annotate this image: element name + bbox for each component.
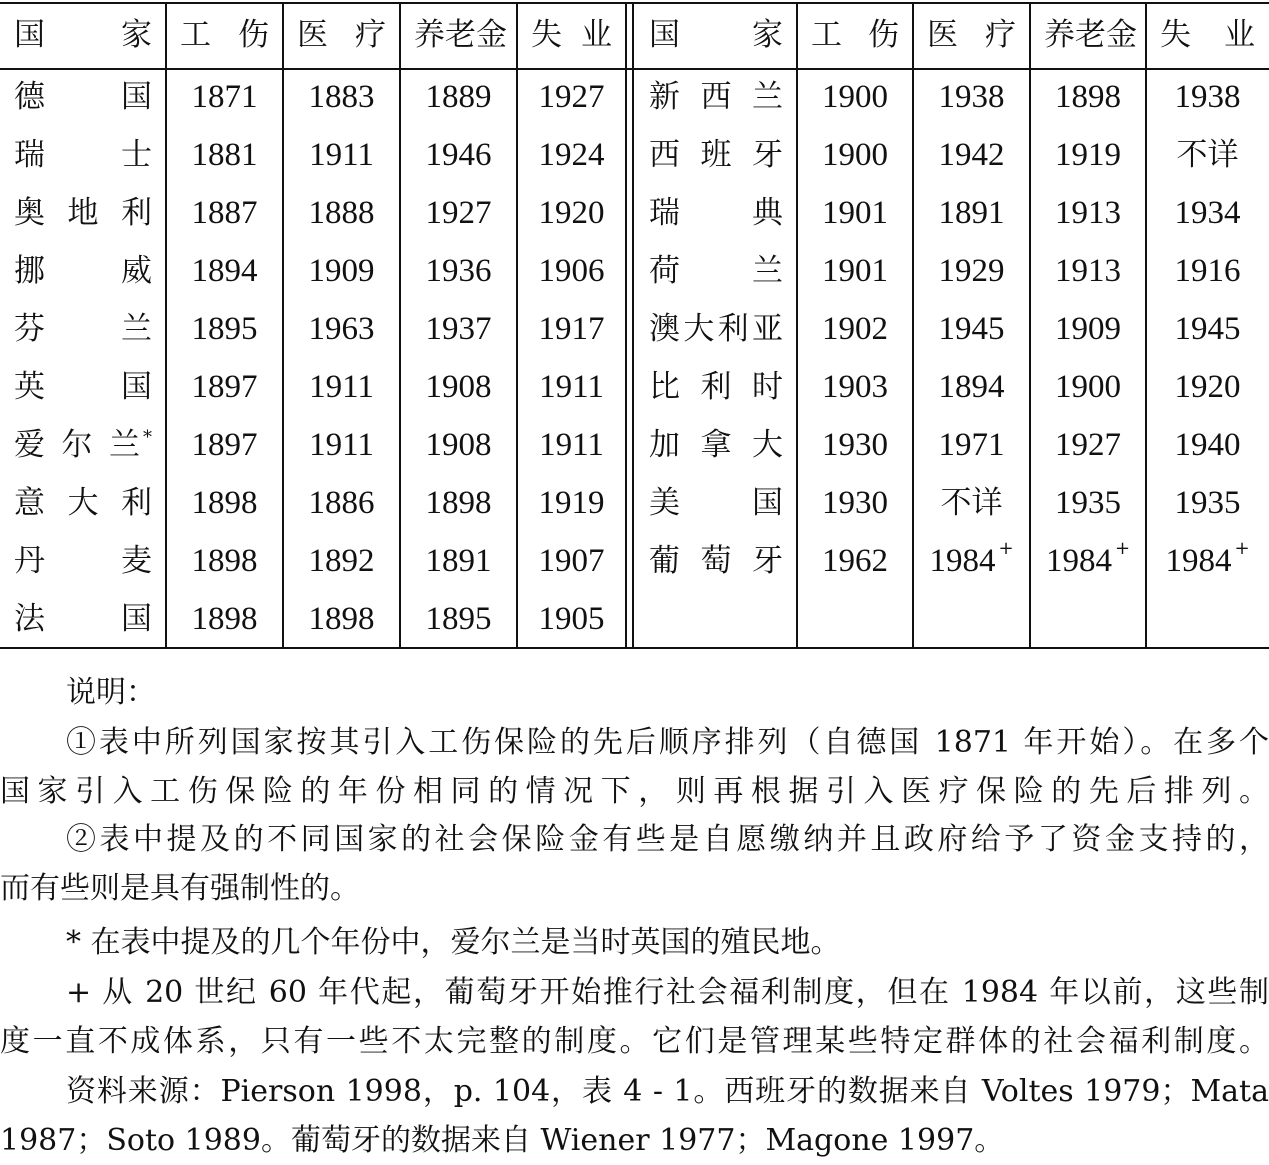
year-value: 1945	[938, 310, 1005, 347]
right-unemployment-cell	[1160, 184, 1255, 242]
year-value: 1936	[425, 252, 492, 289]
char: 兰	[752, 78, 783, 115]
year-value: 1909	[1055, 310, 1121, 347]
right-medical-cell	[927, 184, 1016, 242]
year-value: 1898	[191, 484, 258, 521]
column-header	[531, 3, 612, 68]
char: 瑞	[14, 136, 45, 173]
char: 西	[649, 136, 680, 173]
year-value: 1886	[308, 484, 375, 521]
year-value: 1892	[308, 542, 375, 579]
left-medical-cell	[297, 416, 386, 474]
year-value: 1903	[822, 368, 888, 405]
char: 挪	[14, 252, 45, 289]
year-value: 1984	[1045, 542, 1112, 579]
year-value: 1927	[538, 78, 605, 115]
char: 医	[297, 17, 328, 53]
center-double-rule-right	[632, 3, 634, 648]
column-header	[1160, 3, 1255, 68]
year-value: 1919	[538, 484, 605, 521]
left-pension-cell	[414, 474, 503, 532]
char: 意	[14, 484, 45, 521]
footnote-mark: *	[143, 426, 152, 448]
year-value: 1900	[822, 136, 888, 173]
footnote-mark: +	[998, 538, 1014, 559]
year-value: 1913	[1055, 194, 1121, 231]
left-medical-cell	[297, 68, 386, 126]
year-value: 1911	[539, 368, 604, 405]
right-medical-cell	[927, 126, 1016, 184]
char: 萄	[700, 542, 732, 579]
right-country-cell	[649, 416, 783, 474]
left-pension-cell	[414, 300, 503, 358]
year-value: 1911	[309, 368, 374, 405]
source-line-1: 资料来源：Pierson 1998，p. 104，表 4 - 1。西班牙的数据来自 Voltes 1979；Mata	[66, 1074, 1269, 1109]
year-value: 1894	[938, 368, 1005, 405]
note-1-line-1: ①表中所列国家按其引入工伤保险的先后顺序排列（自德国 1871 年开始）。在多个	[66, 725, 1269, 760]
char: 疗	[355, 17, 386, 53]
left-unemployment-cell	[531, 242, 612, 300]
year-value: 1913	[1055, 252, 1121, 289]
column-header	[180, 3, 269, 68]
year-value: 1905	[538, 600, 605, 637]
year-value: 1971	[938, 426, 1005, 463]
char: 芬	[14, 310, 45, 347]
left-pension-cell	[414, 532, 503, 590]
right-pension-cell	[1044, 358, 1132, 416]
year-value: 1897	[191, 426, 258, 463]
char: 拿	[700, 426, 732, 463]
char: 班	[700, 136, 732, 173]
year-value: 1930	[822, 426, 888, 463]
right-country-cell	[649, 358, 783, 416]
year-value: 1930	[822, 484, 888, 521]
right-pension-cell	[1044, 126, 1132, 184]
right-unemployment-cell	[1160, 358, 1255, 416]
char: 葡	[649, 542, 680, 579]
left-country-cell	[14, 184, 152, 242]
year-value: 1911	[309, 426, 374, 463]
char: 利	[700, 368, 732, 405]
right-country-cell	[649, 300, 783, 358]
char: 牙	[752, 542, 783, 579]
char: 国	[121, 600, 152, 637]
left-country-cell	[14, 126, 152, 184]
char: 工	[811, 17, 842, 53]
right-unemployment-cell	[1160, 68, 1255, 126]
char: 工	[180, 17, 211, 53]
char: 老	[445, 17, 476, 53]
year-value: 1937	[425, 310, 492, 347]
char: 典	[752, 194, 783, 231]
right-country-cell	[649, 126, 783, 184]
right-unemployment-cell	[1160, 532, 1255, 590]
right-pension-cell	[1044, 416, 1132, 474]
year-value: 不详	[1176, 136, 1239, 173]
left-injury-cell	[180, 474, 269, 532]
left-medical-cell	[297, 474, 386, 532]
note-1-line-2: 国家引入工伤保险的年份相同的情况下，则再根据引入医疗保险的先后排列。	[0, 774, 1269, 809]
column-divider	[1029, 3, 1031, 648]
left-country-cell	[14, 242, 152, 300]
char: 加	[649, 426, 680, 463]
column-header	[649, 3, 783, 68]
char: 亚	[751, 310, 783, 347]
year-value: 1907	[538, 542, 605, 579]
left-unemployment-cell	[531, 358, 612, 416]
left-pension-cell	[414, 126, 503, 184]
right-injury-cell	[811, 532, 899, 590]
char: 西	[700, 78, 732, 115]
year-value: 1984	[1165, 542, 1232, 579]
source-line-2: 1987；Soto 1989。葡萄牙的数据来自 Wiener 1977；Magone 1997。	[0, 1123, 1005, 1158]
char: 养	[1044, 17, 1075, 53]
char: 大	[67, 484, 99, 521]
char: 国	[121, 78, 152, 115]
char: 爱	[14, 426, 45, 463]
year-value: 1898	[1055, 78, 1121, 115]
column-header	[1044, 3, 1137, 68]
year-value: 1938	[938, 78, 1005, 115]
year-value: 1938	[1174, 78, 1241, 115]
char: 利	[121, 484, 152, 521]
year-value: 1963	[308, 310, 375, 347]
year-value: 1942	[938, 136, 1005, 173]
right-pension-cell	[1044, 532, 1132, 590]
year-value: 1895	[191, 310, 258, 347]
right-pension-cell	[1044, 184, 1132, 242]
char: 美	[649, 484, 680, 521]
footnote-mark: +	[1114, 538, 1131, 559]
right-injury-cell	[811, 126, 899, 184]
center-double-rule-left	[625, 3, 627, 648]
year-value: 1891	[425, 542, 492, 579]
year-value: 1916	[1174, 252, 1241, 289]
left-unemployment-cell	[531, 590, 612, 648]
year-value: 1908	[425, 368, 492, 405]
note-2-line-2: 而有些则是具有强制性的。	[0, 871, 360, 906]
right-country-cell	[649, 184, 783, 242]
left-pension-cell	[414, 184, 503, 242]
right-country-cell	[649, 532, 783, 590]
right-medical-cell	[927, 242, 1016, 300]
year-value: 1911	[539, 426, 604, 463]
year-value: 1871	[191, 78, 258, 115]
left-medical-cell	[297, 532, 386, 590]
right-injury-cell	[811, 474, 899, 532]
left-unemployment-cell	[531, 184, 612, 242]
char: 国	[752, 484, 783, 521]
char: 家	[121, 17, 152, 53]
right-medical-cell	[927, 358, 1016, 416]
year-value: 1891	[938, 194, 1005, 231]
right-medical-cell	[927, 68, 1016, 126]
char: 国	[14, 17, 45, 53]
char: 比	[649, 368, 680, 405]
year-value: 1894	[191, 252, 258, 289]
left-medical-cell	[297, 184, 386, 242]
right-pension-cell	[1044, 242, 1132, 300]
char: 法	[14, 600, 45, 637]
year-value: 1906	[538, 252, 605, 289]
char: 伤	[238, 17, 269, 53]
right-injury-cell	[811, 184, 899, 242]
column-divider	[399, 3, 401, 648]
year-value: 1945	[1174, 310, 1241, 347]
left-injury-cell	[180, 532, 269, 590]
right-pension-cell	[1044, 300, 1132, 358]
char: 利	[121, 194, 152, 231]
left-pension-cell	[414, 416, 503, 474]
year-value: 1888	[308, 194, 375, 231]
year-value: 1898	[308, 600, 375, 637]
year-value: 1962	[822, 542, 888, 579]
right-injury-cell	[811, 242, 899, 300]
right-country-cell	[649, 68, 783, 126]
right-medical-cell	[927, 416, 1016, 474]
char: 德	[14, 78, 45, 115]
year-value: 1924	[538, 136, 605, 173]
footnote-mark: +	[1234, 538, 1250, 559]
year-value: 1898	[425, 484, 492, 521]
year-value: 1935	[1174, 484, 1241, 521]
column-header	[14, 3, 152, 68]
year-value: 1927	[425, 194, 492, 231]
left-injury-cell	[180, 416, 269, 474]
right-unemployment-cell	[1160, 474, 1255, 532]
char: 失	[531, 17, 562, 53]
left-injury-cell	[180, 68, 269, 126]
notes-title: 说明：	[66, 675, 156, 710]
year-value: 1898	[191, 542, 258, 579]
left-country-cell	[14, 300, 152, 358]
year-value: 1929	[938, 252, 1005, 289]
column-header	[414, 3, 507, 68]
char: 牙	[752, 136, 783, 173]
right-pension-cell	[1044, 474, 1132, 532]
left-country-cell	[14, 532, 152, 590]
char: 养	[414, 17, 445, 53]
left-injury-cell	[180, 300, 269, 358]
right-unemployment-cell	[1160, 300, 1255, 358]
year-value: 不详	[940, 484, 1003, 521]
right-pension-cell	[1044, 68, 1132, 126]
year-value: 1920	[538, 194, 605, 231]
left-medical-cell	[297, 358, 386, 416]
right-unemployment-cell	[1160, 242, 1255, 300]
char: 瑞	[649, 194, 680, 231]
char: 疗	[985, 17, 1016, 53]
right-injury-cell	[811, 358, 899, 416]
year-value: 1911	[309, 136, 374, 173]
column-divider	[516, 3, 518, 648]
note-2-line-1: ②表中提及的不同国家的社会保险金有些是自愿缴纳并且政府给予了资金支持的，	[66, 822, 1269, 857]
left-unemployment-cell	[531, 474, 612, 532]
column-divider	[165, 3, 167, 648]
right-medical-cell	[927, 532, 1016, 590]
char: 老	[1075, 17, 1106, 53]
year-value: 1883	[308, 78, 375, 115]
left-pension-cell	[414, 68, 503, 126]
left-injury-cell	[180, 184, 269, 242]
char: 澳	[649, 310, 680, 347]
char: 国	[649, 17, 680, 53]
year-value: 1927	[1055, 426, 1121, 463]
note-4-line-2: 度一直不成体系，只有一些不太完整的制度。它们是管理某些特定群体的社会福利制度。	[0, 1024, 1269, 1059]
char: 业	[1224, 17, 1255, 53]
char: 荷	[649, 252, 680, 289]
char: 士	[121, 136, 152, 173]
column-divider	[282, 3, 284, 648]
char: 新	[649, 78, 680, 115]
year-value: 1901	[822, 252, 888, 289]
right-medical-cell	[927, 474, 1016, 532]
left-country-cell	[14, 474, 152, 532]
right-injury-cell	[811, 300, 899, 358]
left-pension-cell	[414, 590, 503, 648]
left-unemployment-cell	[531, 300, 612, 358]
column-divider	[1145, 3, 1147, 648]
right-unemployment-cell	[1160, 126, 1255, 184]
left-injury-cell	[180, 590, 269, 648]
char: 国	[121, 368, 152, 405]
left-medical-cell	[297, 242, 386, 300]
char: 英	[14, 368, 45, 405]
left-medical-cell	[297, 126, 386, 184]
char: 金	[476, 17, 507, 53]
year-value: 1902	[822, 310, 888, 347]
year-value: 1940	[1174, 426, 1241, 463]
note-3: * 在表中提及的几个年份中，爱尔兰是当时英国的殖民地。	[66, 925, 841, 960]
char: 利	[717, 310, 749, 347]
char: 医	[927, 17, 958, 53]
char: 兰	[121, 310, 152, 347]
left-country-cell	[14, 590, 152, 648]
year-value: 1946	[425, 136, 492, 173]
char: 威	[121, 252, 152, 289]
left-unemployment-cell	[531, 126, 612, 184]
left-pension-cell	[414, 358, 503, 416]
char: 兰	[752, 252, 783, 289]
right-unemployment-cell	[1160, 416, 1255, 474]
char: 伤	[868, 17, 899, 53]
column-header	[927, 3, 1016, 68]
year-value: 1917	[538, 310, 605, 347]
year-value: 1920	[1174, 368, 1241, 405]
char: 兰 *	[109, 426, 152, 463]
char: 业	[581, 17, 612, 53]
year-value: 1984	[929, 542, 996, 579]
right-country-cell	[649, 474, 783, 532]
left-medical-cell	[297, 300, 386, 358]
char: 家	[752, 17, 783, 53]
left-injury-cell	[180, 126, 269, 184]
left-country-cell	[14, 68, 152, 126]
year-value: 1935	[1055, 484, 1121, 521]
left-unemployment-cell	[531, 68, 612, 126]
char: 尔	[61, 426, 93, 463]
left-injury-cell	[180, 242, 269, 300]
char: 丹	[14, 542, 45, 579]
year-value: 1895	[425, 600, 492, 637]
right-medical-cell	[927, 300, 1016, 358]
column-divider	[912, 3, 914, 648]
year-value: 1900	[1055, 368, 1121, 405]
year-value: 1900	[822, 78, 888, 115]
char: 时	[752, 368, 783, 405]
year-value: 1887	[191, 194, 258, 231]
year-value: 1908	[425, 426, 492, 463]
left-unemployment-cell	[531, 532, 612, 590]
year-value: 1934	[1174, 194, 1241, 231]
year-value: 1919	[1055, 136, 1121, 173]
char: 失	[1160, 17, 1191, 53]
left-medical-cell	[297, 590, 386, 648]
column-header	[297, 3, 386, 68]
column-header	[811, 3, 899, 68]
left-country-cell	[14, 358, 152, 416]
column-divider	[796, 3, 798, 648]
char: 麦	[121, 542, 152, 579]
year-value: 1889	[425, 78, 492, 115]
note-4-line-1: + 从 20 世纪 60 年代起，葡萄牙开始推行社会福利制度，但在 1984 年以前，这些制	[66, 975, 1269, 1010]
year-value: 1901	[822, 194, 888, 231]
left-injury-cell	[180, 358, 269, 416]
char: 大	[683, 310, 715, 347]
right-injury-cell	[811, 416, 899, 474]
left-country-cell	[14, 416, 152, 474]
right-country-cell	[649, 242, 783, 300]
char: 大	[752, 426, 783, 463]
left-unemployment-cell	[531, 416, 612, 474]
right-injury-cell	[811, 68, 899, 126]
year-value: 1881	[191, 136, 258, 173]
year-value: 1898	[191, 600, 258, 637]
year-value: 1909	[308, 252, 375, 289]
left-pension-cell	[414, 242, 503, 300]
char: 奥	[14, 194, 45, 231]
year-value: 1897	[191, 368, 258, 405]
char: 金	[1106, 17, 1137, 53]
char: 地	[67, 194, 99, 231]
